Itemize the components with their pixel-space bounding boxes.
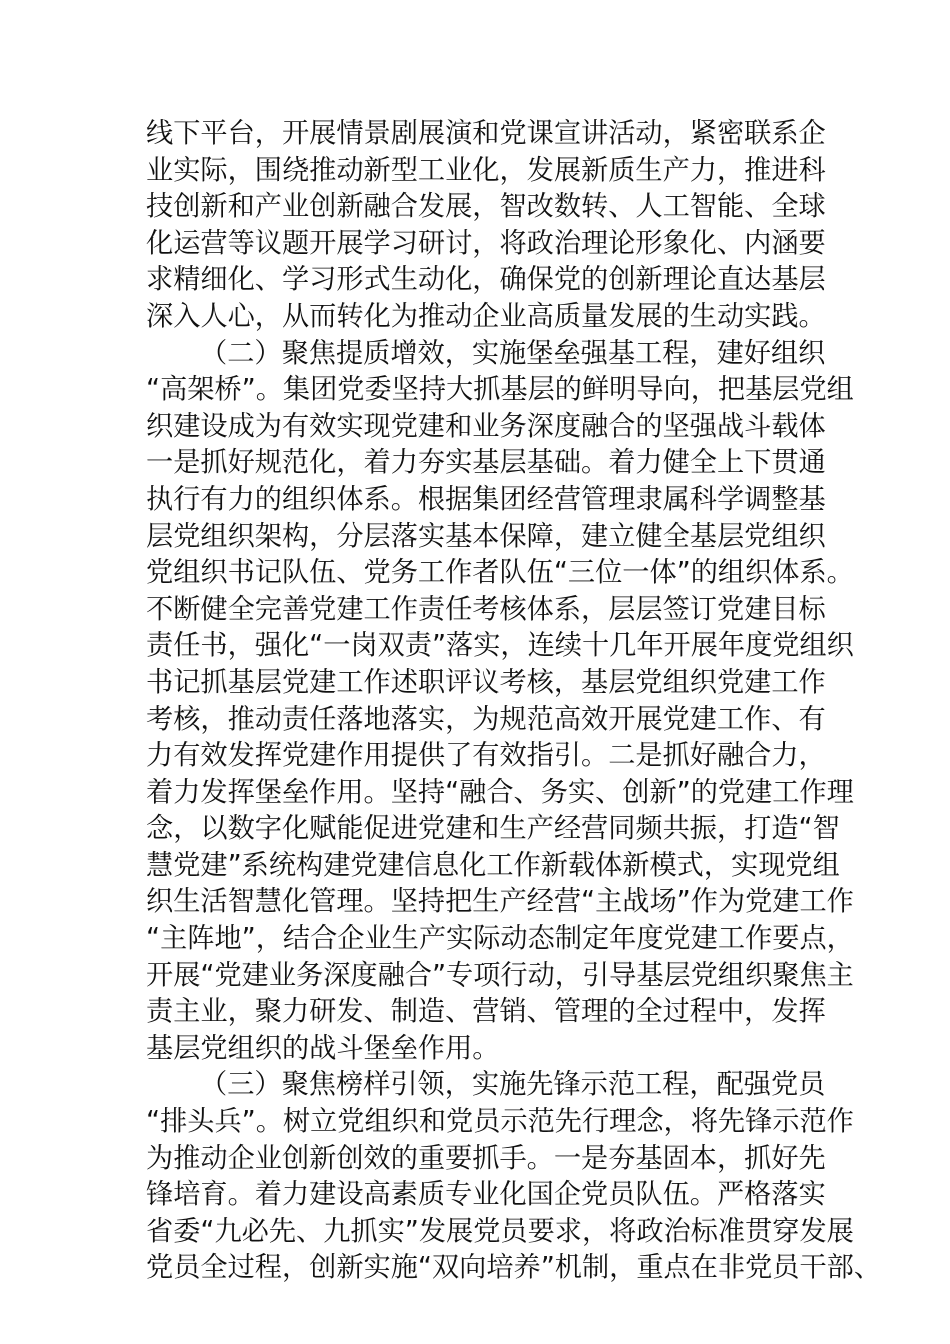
text-line: 为推动企业创新创效的重要抓手。一是夯基固本，抓好先	[146, 1142, 826, 1174]
text-line: 化运营等议题开展学习研讨，将政治理论形象化、内涵要	[146, 227, 826, 259]
text-line: 念，以数字化赋能促进党建和生产经营同频共振，打造“智	[146, 813, 840, 845]
text-line: 技创新和产业创新融合发展，智改数转、人工智能、全球	[146, 191, 826, 223]
text-line: 省委“九必先、九抓实”发展党员要求，将政治标准贯穿发展	[146, 1215, 854, 1247]
text-line: 织生活智慧化管理。坚持把生产经营“主战场”作为党建工作	[146, 886, 854, 918]
text-line: 深入人心，从而转化为推动企业高质量发展的生动实践。	[146, 300, 826, 332]
text-line: 不断健全完善党建工作责任考核体系，层层签订党建目标	[146, 593, 826, 625]
text-line: 书记抓基层党建工作述职评议考核，基层党组织党建工作	[146, 666, 826, 698]
text-line: 线下平台，开展情景剧展演和党课宣讲活动，紧密联系企	[146, 118, 826, 149]
text-line: 锋培育。着力建设高素质专业化国企党员队伍。严格落实	[146, 1179, 826, 1211]
text-line: 业实际，围绕推动新型工业化，发展新质生产力，推进科	[146, 154, 826, 186]
text-line: 织建设成为有效实现党建和业务深度融合的坚强战斗载体	[146, 410, 826, 442]
text-line: 慧党建”系统构建党建信息化工作新载体新模式，实现党组	[146, 849, 840, 881]
text-line: 求精细化、学习形式生动化，确保党的创新理论直达基层	[146, 264, 826, 296]
text-line: “排头兵”。树立党组织和党员示范先行理念，将先锋示范作	[146, 1106, 854, 1138]
text-line: （二）聚焦提质增效，实施堡垒强基工程，建好组织	[200, 337, 826, 369]
text-line: （三）聚焦榜样引领，实施先锋示范工程，配强党员	[200, 1069, 826, 1101]
text-line: 责主业，聚力研发、制造、营销、管理的全过程中，发挥	[146, 996, 826, 1028]
text-line: 责任书，强化“一岗双责”落实，连续十几年开展年度党组织	[146, 630, 854, 662]
text-line: 执行有力的组织体系。根据集团经营管理隶属科学调整基	[146, 483, 826, 515]
text-line: 力有效发挥党建作用提供了有效指引。二是抓好融合力，	[146, 740, 826, 772]
text-line: 党员全过程，创新实施“双向培养”机制，重点在非党员干部、	[146, 1252, 882, 1284]
text-line: “高架桥”。集团党委坚持大抓基层的鲜明导向，把基层党组	[146, 374, 854, 406]
text-line: 开展“党建业务深度融合”专项行动，引导基层党组织聚焦主	[146, 959, 854, 991]
document-body	[146, 116, 882, 1287]
text-line: 党组织书记队伍、党务工作者队伍“三位一体”的组织体系。	[146, 557, 854, 589]
text-line: 基层党组织的战斗堡垒作用。	[146, 1032, 500, 1064]
text-line: 层党组织架构，分层落实基本保障，建立健全基层党组织	[146, 520, 826, 552]
text-line: 一是抓好规范化，着力夯实基层基础。着力健全上下贯通	[146, 447, 826, 479]
text-line: “主阵地”，结合企业生产实际动态制定年度党建工作要点，	[146, 923, 854, 955]
text-line: 着力发挥堡垒作用。坚持“融合、务实、创新”的党建工作理	[146, 776, 854, 808]
text-line: 考核，推动责任落地落实，为规范高效开展党建工作、有	[146, 703, 826, 735]
